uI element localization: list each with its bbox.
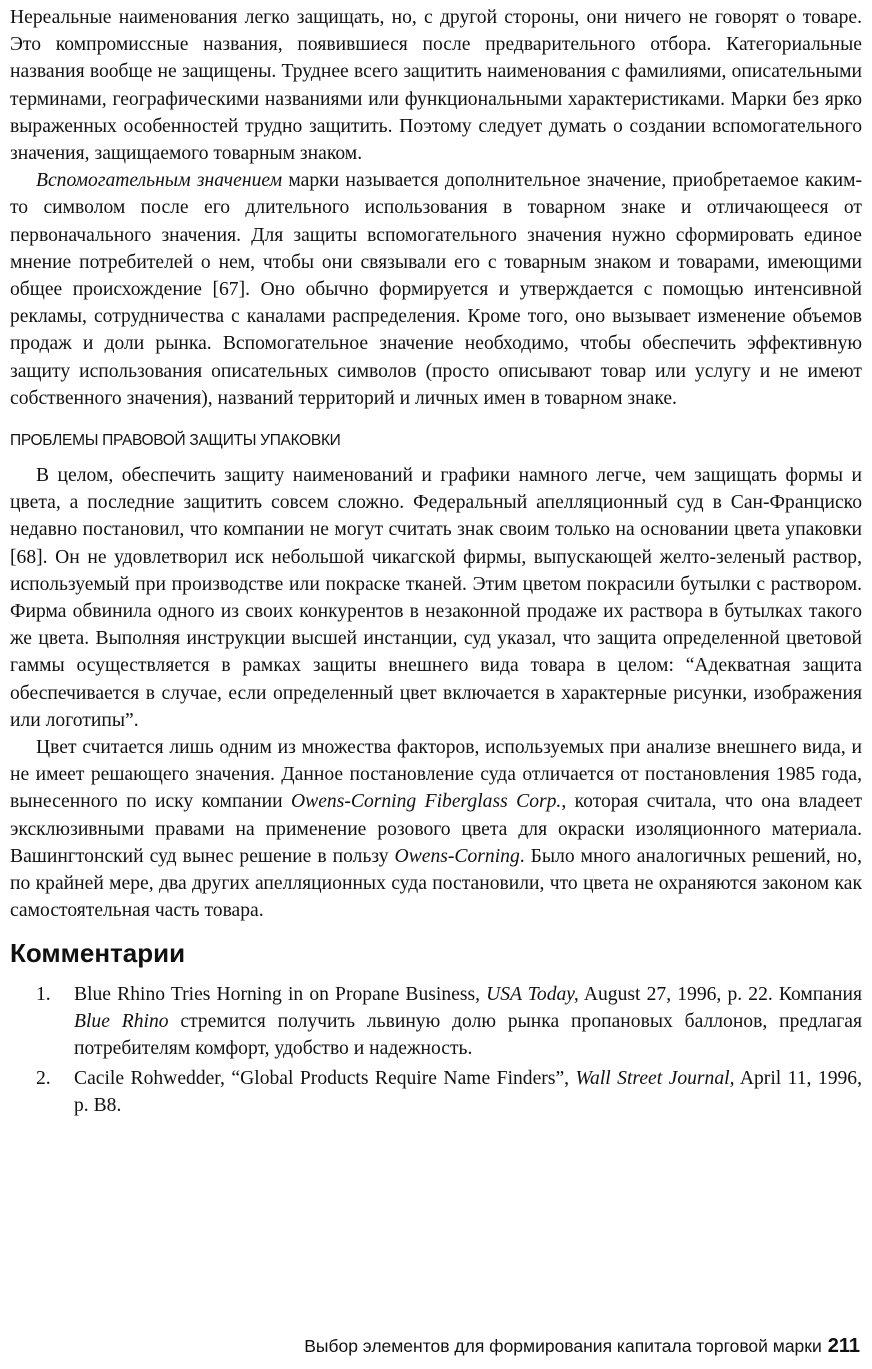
comment-brand: Blue Rhino <box>74 1010 169 1032</box>
comments-heading: Комментарии <box>10 937 186 968</box>
comment-text: Cacile Rohwedder, “Global Products Require Name Finders”, <box>74 1068 576 1090</box>
paragraph-color-protection: В целом, обеспечить защиту наименований и графики намного легче, чем защищать формы и цвета, а последние защитить совсем сложно. Федеральный апелляционный суд в Сан-Франциско недавно постановил, что компании не могут считать знак своим только на основании цвета упаковки [68]. Он не удовлетворил иск небольшой чикагской фирмы, выпускающей желто-зеленый раствор, используемый при производстве или покраске тканей. Этим цветом покрасили бутылки с раствором. Фирма обвинила одного из своих конкурентов в незаконной продаже их раствора в бутылках такого же цвета. Выполняя инструкции высшей инстанции, суд указал, что защита определенной цветовой гаммы осуществляется в рамках защиты внешнего вида товара в целом: “Адекватная защита обеспечивается в случае, если определенный цвет включается в характерные рисунки, изображения или логотипы”. <box>10 465 862 731</box>
page-number: 211 <box>827 1335 860 1357</box>
paragraph-owens-corning-text-c: . Было много аналогичных решений, но, по крайней мере, два других апелляционных суда постановили, что цвета не охраняются законом как самостоятельная часть товара. <box>10 845 863 922</box>
company-name-short: Owens-Corning <box>394 845 520 867</box>
comment-text: Blue Rhino Tries Horning in on Propane Business, <box>74 983 487 1005</box>
paragraph-owens-corning <box>10 734 862 924</box>
paragraph-secondary-meaning-text: марки называется дополнительное значение, приобретаемое каким-то символом после его длительного использования в товарном знаке и отличающееся от первоначального значения. Для защиты вспомогательного значения нужно сформировать единое мнение потребителей о нем, чтобы они связывали его с товарным знаком и товарами, имеющими общее происхождение [67]. Оно обычно формируется и утверждается с помощью интенсивной рекламы, сотрудничества с каналами распределения. Кроме того, оно вызывает изменение объемов продаж и доли рынка. Вспомогательное значение необходимо, чтобы обеспечить эффективную защиту использования описательных символов (просто описывают товар или услугу и не имеют собственного значения), названий территорий и личных имен в товарном знаке. <box>10 170 862 409</box>
paragraph-owens-corning-text-a: Цвет считается лишь одним из множества факторов, используемых при анализе внешнего вида, и не имеет решающего значения. Данное постановление суда отличается от постановления 1985 года, вынесенного по иску компании <box>10 737 862 813</box>
comment-text: стремится получить львиную долю рынка пропановых баллонов, предлагая потребителям комфорт, удобство и надежность. <box>74 1010 862 1059</box>
comment-number: 2. <box>36 1068 51 1090</box>
comment-text: August 27, 1996, p. 22. Компания <box>578 983 862 1005</box>
paragraph-secondary-meaning <box>10 167 862 412</box>
paragraph-unreal-names: Нереальные наименования легко защищать, но, с другой стороны, они ничего не говорят о товаре. Это компромиссные названия, появившиеся после предварительного отбора. Категориальные названия вообще не защищены. Труднее всего защитить наименования с фамилиями, описательными терминами, географическими названиями или функциональными характеристиками. Марки без ярко выраженных особенностей трудно защитить. Поэтому следует думать о создании вспомогательного значения, защищаемого товарным знаком. <box>10 7 862 165</box>
term-secondary-meaning: Вспомогательным значением <box>36 170 283 192</box>
comments-list <box>10 981 862 1120</box>
running-title: Выбор элементов для формирования капитала торговой марки <box>304 1336 822 1356</box>
comment-item <box>10 981 862 1063</box>
comment-item <box>10 1065 862 1119</box>
document-page <box>10 4 862 1123</box>
company-name-full: Owens-Corning Fiberglass Corp. <box>291 791 562 813</box>
paragraph-owens-corning-text-b: , которая считала, что она владеет эксклюзивными правами на применение розового цвета для окраски изоляционного материала. Вашингтонский суд вынес решение в пользу <box>10 791 863 867</box>
comment-number: 1. <box>36 983 51 1005</box>
comment-source: USA Today, <box>486 983 579 1005</box>
comment-source: Wall Street Journal, <box>575 1068 735 1090</box>
comment-text: April 11, 1996, p. B8. <box>74 1068 862 1117</box>
section-heading-packaging: ПРОБЛЕМЫ ПРАВОВОЙ ЗАЩИТЫ УПАКОВКИ <box>10 432 341 450</box>
page-footer <box>200 1335 860 1358</box>
